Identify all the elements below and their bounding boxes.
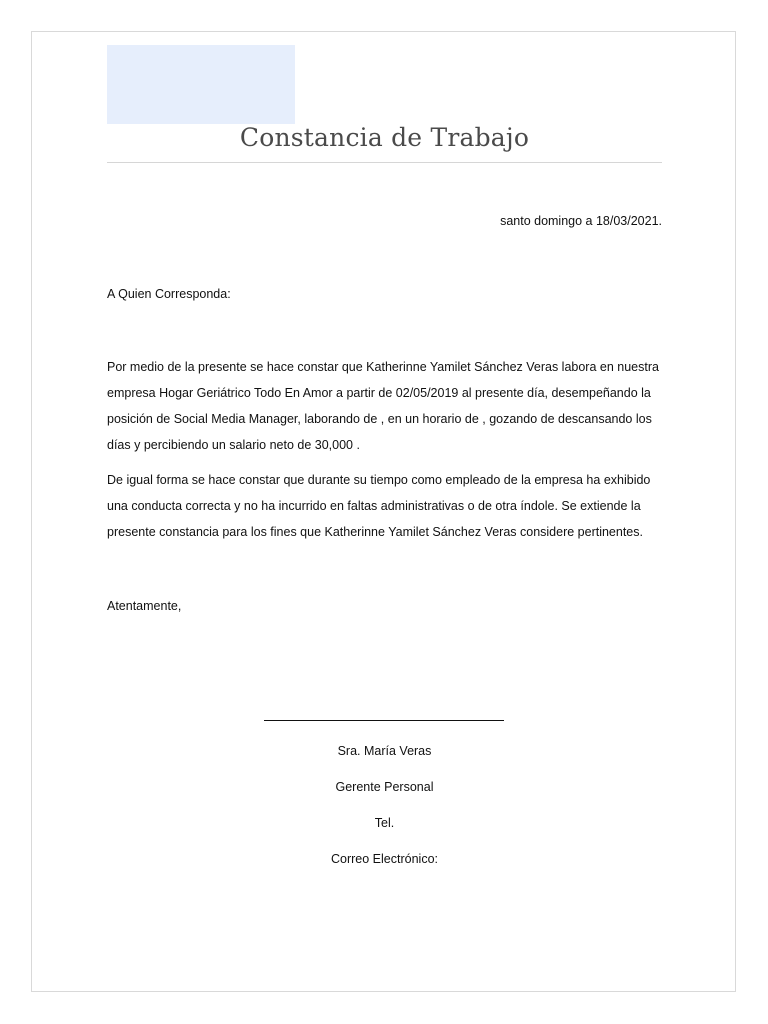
salutation: A Quien Corresponda: <box>107 287 231 301</box>
signer-name: Sra. María Veras <box>337 744 432 758</box>
signer-position: Gerente Personal <box>335 780 434 794</box>
title-divider <box>107 162 662 163</box>
signer-phone-label: Tel. <box>374 816 395 830</box>
signer-email-label: Correo Electrónico: <box>331 852 438 866</box>
date-line: santo domingo a 18/03/2021. <box>500 214 662 228</box>
body-paragraph-2: De igual forma se hace constar que durante su tiempo como empleado de la empresa ha exhibido una conducta correcta y no ha incurrido en faltas administrativas o de otra índole. Se extiende la presente constancia para los fines que Katherinne Yamilet Sánchez Veras considere pertinentes. <box>107 473 651 539</box>
document-title: Constancia de Trabajo <box>239 123 530 152</box>
body-paragraph-1: Por medio de la presente se hace constar que Katherinne Yamilet Sánchez Veras labora en nuestra empresa Hogar Geriátrico Todo En Amor a partir de 02/05/2019 al presente día, desempeñando la posición de Social Media Manager, laborando de , en un horario de , gozando de descansando los días y percibiendo un salario neto de 30,000 . <box>107 360 659 452</box>
closing-text: Atentamente, <box>107 599 182 613</box>
signature-line <box>264 720 504 721</box>
logo-placeholder <box>107 45 295 124</box>
